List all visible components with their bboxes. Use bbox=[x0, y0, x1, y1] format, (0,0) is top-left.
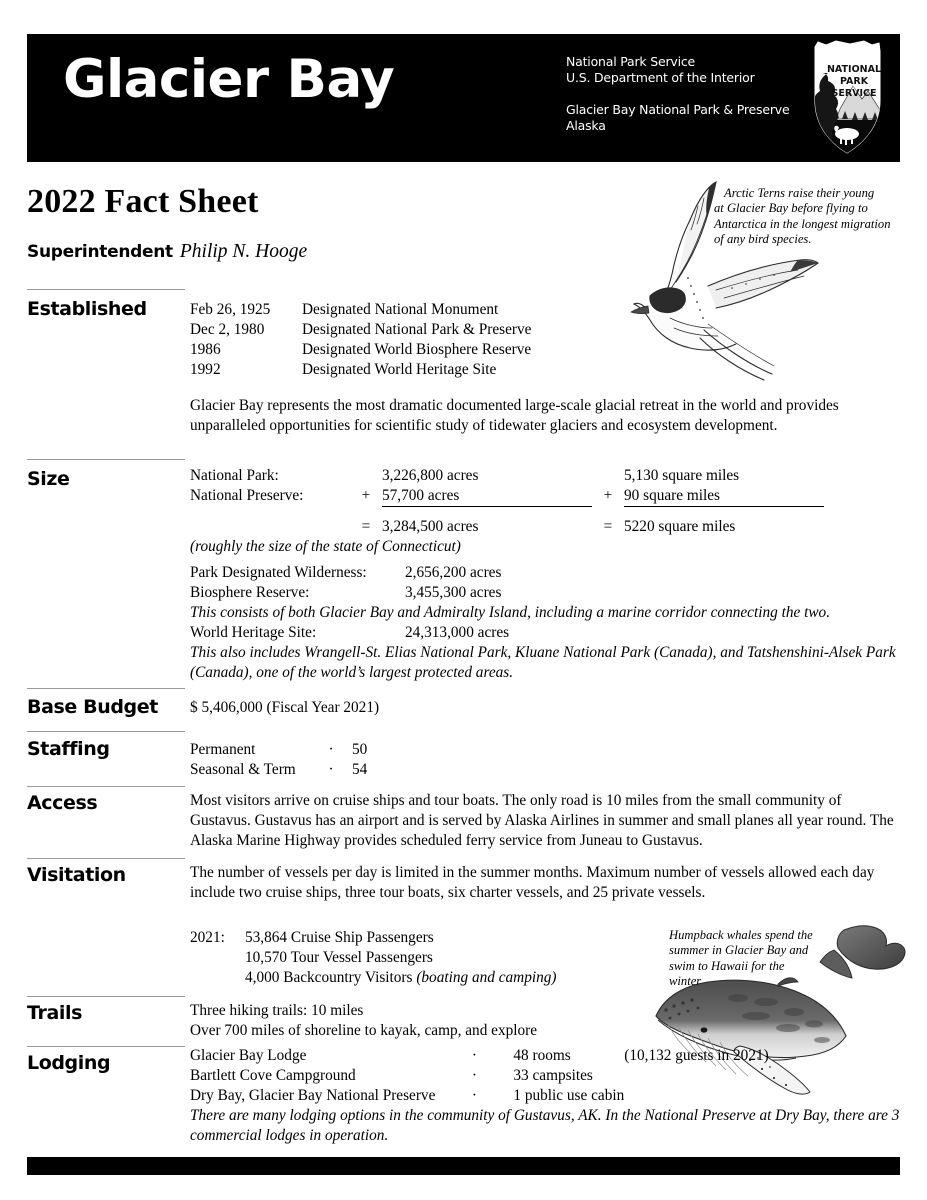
heritage-note: This also includes Wrangell-St. Elias National Park, Kluane National Park (Canada), and Tatshenshini-Alsek Park (Canada), one of the world’s largest protected areas. bbox=[190, 644, 896, 681]
size-plus-acres: + bbox=[361, 487, 371, 504]
table-row bbox=[190, 360, 531, 380]
staffing-count: 50 bbox=[352, 741, 368, 758]
lodging-name: Glacier Bay Lodge bbox=[190, 1047, 307, 1064]
park-line-2: Alaska bbox=[566, 118, 606, 133]
table-row bbox=[190, 948, 557, 968]
size-preserve-miles: 90 square miles bbox=[624, 486, 824, 507]
table-row bbox=[190, 623, 902, 643]
section-label-base-budget: Base Budget bbox=[27, 696, 158, 718]
lodging-note: There are many lodging options in the community of Gustavus, AK. In the National Preserve at Dry Bay, there are 3 commercial lodges in operation. bbox=[190, 1107, 900, 1144]
biosphere-note: This consists of both Glacier Bay and Admiralty Island, including a marine corridor connecting the two. bbox=[190, 604, 831, 621]
divider-established bbox=[27, 289, 185, 290]
lodging-name: Dry Bay, Glacier Bay National Preserve bbox=[190, 1087, 436, 1104]
established-date: 1986 bbox=[190, 341, 221, 358]
visitation-stats bbox=[190, 928, 557, 988]
tern-caption-line-1: Arctic Terns raise their young bbox=[724, 186, 875, 200]
established-date: Dec 2, 1980 bbox=[190, 321, 265, 338]
size-equals-acres: = bbox=[361, 517, 371, 535]
divider-size bbox=[27, 459, 185, 460]
established-table bbox=[190, 300, 531, 380]
agency-line-2: U.S. Department of the Interior bbox=[566, 70, 755, 85]
masthead-banner bbox=[27, 34, 900, 162]
table-row bbox=[190, 340, 531, 360]
size-total-label bbox=[190, 517, 350, 537]
size-designations-table bbox=[190, 563, 902, 683]
staffing-content bbox=[190, 740, 367, 780]
visitation-stat-note: (boating and camping) bbox=[416, 969, 557, 986]
established-date: 1992 bbox=[190, 361, 221, 378]
trails-line-1: Three hiking trails: 10 miles bbox=[190, 1002, 364, 1019]
whale-caption-line-3: swim to Hawaii for the bbox=[669, 958, 785, 973]
established-paragraph: Glacier Bay represents the most dramatic documented large-scale glacial retreat in the world and provides unparalleled opportunities for scientific study of tidewater glaciers and ecosystem development. bbox=[190, 397, 839, 434]
table-row bbox=[190, 968, 557, 988]
size-plus-miles: + bbox=[603, 487, 613, 504]
logo-text-national: NATIONAL bbox=[826, 64, 882, 75]
visitation-year: 2021: bbox=[190, 929, 225, 946]
table-row bbox=[190, 1046, 902, 1066]
section-label-staffing: Staffing bbox=[27, 738, 110, 760]
size-total-note: (roughly the size of the state of Connecticut) bbox=[190, 537, 461, 555]
section-label-access: Access bbox=[27, 792, 98, 814]
page-title: 2022 Fact Sheet bbox=[27, 183, 259, 220]
section-label-size: Size bbox=[27, 468, 70, 490]
logo-text-park: PARK bbox=[839, 76, 869, 87]
divider-base-budget bbox=[27, 688, 185, 689]
wilderness-label: Park Designated Wilderness: bbox=[190, 564, 367, 581]
biosphere-label: Biosphere Reserve: bbox=[190, 584, 310, 601]
trails-content bbox=[190, 1001, 537, 1041]
size-preserve-label: National Preserve: bbox=[190, 487, 304, 504]
visitation-paragraph: The number of vessels per day is limited in the summer months. Maximum number of vessels allowed each day include two cruise ships, three tour boats, six charter vessels, and 25 private vessels. bbox=[190, 864, 875, 901]
table-row bbox=[190, 486, 824, 507]
visitation-stat-text: 53,864 Cruise Ship Passengers bbox=[245, 929, 434, 946]
section-label-visitation: Visitation bbox=[27, 864, 126, 886]
lodging-content bbox=[190, 1046, 902, 1146]
lodging-extra bbox=[624, 1086, 902, 1106]
size-op-blank bbox=[350, 466, 382, 486]
section-label-established: Established bbox=[27, 298, 147, 320]
tern-caption-line-3: Antarctica in the longest migration bbox=[714, 216, 891, 231]
size-total-acres: 3,284,500 acres bbox=[382, 517, 479, 535]
heritage-label: World Heritage Site: bbox=[190, 624, 317, 641]
tern-caption-line-4: of any bird species. bbox=[714, 232, 812, 247]
base-budget-value: $ 5,406,000 (Fiscal Year 2021) bbox=[190, 699, 380, 716]
section-label-trails: Trails bbox=[27, 1002, 82, 1024]
table-row bbox=[190, 1086, 902, 1106]
table-row bbox=[190, 563, 902, 583]
size-total-miles: 5220 square miles bbox=[624, 517, 736, 535]
visitation-stat bbox=[245, 928, 557, 948]
whale-caption bbox=[669, 928, 835, 990]
table-row bbox=[190, 760, 367, 780]
staffing-count: 54 bbox=[352, 761, 368, 778]
trails-line-2: Over 700 miles of shoreline to kayak, camp, and explore bbox=[190, 1022, 538, 1039]
biosphere-acres: 3,455,300 acres bbox=[405, 584, 502, 601]
spacer-row bbox=[190, 507, 824, 517]
established-desc: Designated World Biosphere Reserve bbox=[302, 341, 532, 358]
divider-staffing bbox=[27, 731, 185, 732]
staffing-separator: · bbox=[328, 761, 334, 778]
lodging-extra bbox=[624, 1066, 902, 1086]
superintendent-name: Philip N. Hooge bbox=[179, 241, 308, 262]
table-row bbox=[190, 466, 824, 486]
logo-text-service: SERVICE bbox=[831, 88, 877, 99]
lodging-capacity: 33 campsites bbox=[513, 1067, 593, 1084]
table-row bbox=[190, 740, 367, 760]
divider-visitation bbox=[27, 858, 185, 859]
staffing-table bbox=[190, 740, 367, 780]
whale-caption-line-1: Humpback whales spend the bbox=[669, 928, 813, 942]
staffing-type: Seasonal & Term bbox=[190, 761, 296, 778]
size-preserve-acres: 57,700 acres bbox=[382, 486, 592, 507]
visitation-stat-text: 4,000 Backcountry Visitors bbox=[245, 969, 417, 986]
nps-arrowhead-icon bbox=[806, 39, 888, 157]
heritage-acres: 24,313,000 acres bbox=[405, 624, 510, 641]
divider-trails bbox=[27, 996, 185, 997]
table-row bbox=[190, 583, 902, 603]
table-row bbox=[190, 1066, 902, 1086]
lodging-name: Bartlett Cove Campground bbox=[190, 1067, 356, 1084]
established-content bbox=[190, 300, 531, 380]
size-designations bbox=[190, 563, 902, 683]
lodging-separator: · bbox=[471, 1087, 477, 1104]
table-row bbox=[190, 320, 531, 340]
size-equals-miles: = bbox=[603, 517, 613, 535]
park-name-title: Glacier Bay bbox=[63, 49, 395, 110]
section-label-lodging: Lodging bbox=[27, 1052, 111, 1074]
footer-bar bbox=[27, 1157, 900, 1175]
table-row bbox=[190, 1106, 902, 1146]
lodging-extra: (10,132 guests in 2021) bbox=[624, 1047, 769, 1064]
superintendent-label: Superintendent bbox=[27, 242, 173, 262]
visitation-stats-table bbox=[190, 928, 557, 988]
whale-caption-line-4: winter bbox=[669, 974, 702, 989]
size-equation-table bbox=[190, 466, 824, 557]
table-row bbox=[190, 300, 531, 320]
table-row bbox=[190, 643, 902, 683]
established-desc: Designated National Monument bbox=[302, 301, 499, 318]
visitation-stat bbox=[245, 948, 557, 968]
lodging-separator: · bbox=[471, 1047, 477, 1064]
size-op-blank-2 bbox=[592, 466, 624, 486]
tern-caption-line-2: at Glacier Bay before flying to bbox=[714, 201, 868, 216]
staffing-type: Permanent bbox=[190, 741, 256, 758]
wilderness-acres: 2,656,200 acres bbox=[405, 564, 502, 581]
tern-caption bbox=[714, 186, 898, 248]
table-row bbox=[190, 537, 824, 557]
agency-line-1: National Park Service bbox=[566, 54, 696, 69]
established-desc: Designated National Park & Preserve bbox=[302, 321, 532, 338]
size-content bbox=[190, 466, 824, 557]
visitation-stat-text: 10,570 Tour Vessel Passengers bbox=[245, 949, 433, 966]
visitation-stat bbox=[245, 968, 557, 988]
table-row bbox=[190, 928, 557, 948]
established-date: Feb 26, 1925 bbox=[190, 301, 271, 318]
staffing-separator: · bbox=[328, 741, 334, 758]
divider-access bbox=[27, 786, 185, 787]
lodging-table bbox=[190, 1046, 902, 1146]
table-row bbox=[190, 603, 902, 623]
size-park-acres: 3,226,800 acres bbox=[382, 467, 479, 484]
park-line-1: Glacier Bay National Park & Preserve bbox=[566, 102, 790, 117]
whale-caption-line-2: summer in Glacier Bay and bbox=[669, 943, 809, 958]
superintendent-row bbox=[27, 241, 307, 263]
established-desc: Designated World Heritage Site bbox=[302, 361, 497, 378]
access-paragraph: Most visitors arrive on cruise ships and tour boats. The only road is 10 miles from the small community of Gustavus. Gustavus has an airport and is served by Alaska Airlines in summer and small planes all year round. The Alaska Marine Highway provides scheduled ferry service from Juneau to Gustavus. bbox=[190, 792, 894, 849]
lodging-separator: · bbox=[471, 1067, 477, 1084]
divider-lodging bbox=[27, 1046, 185, 1047]
table-row bbox=[190, 517, 824, 537]
park-identifier bbox=[566, 102, 789, 134]
size-park-miles: 5,130 square miles bbox=[624, 467, 740, 484]
size-park-label: National Park: bbox=[190, 467, 279, 484]
agency-identifier bbox=[566, 54, 755, 86]
lodging-capacity: 48 rooms bbox=[513, 1047, 571, 1064]
lodging-capacity: 1 public use cabin bbox=[513, 1087, 625, 1104]
